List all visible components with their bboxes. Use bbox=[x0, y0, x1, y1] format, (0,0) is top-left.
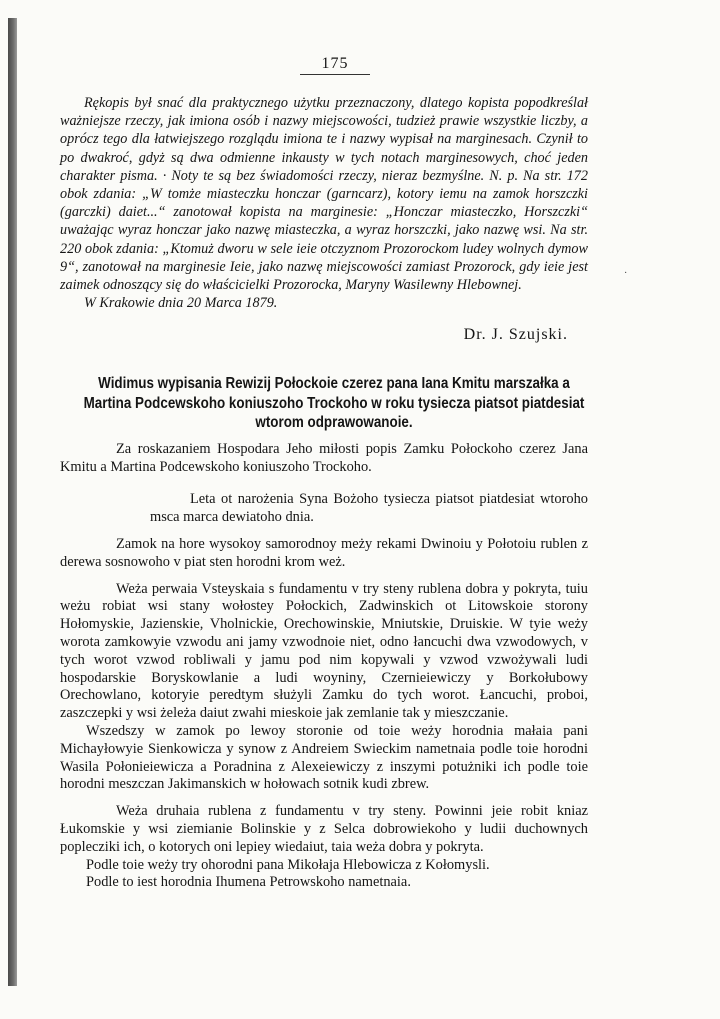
intro-paragraph: Za roskazaniem Hospodara Jeho miłosti popis Zamku Połockoho czerez Jana Kmitu a Martina Podcewskoho koniuszoho Trockoho. bbox=[60, 441, 588, 475]
paragraph-wszedszy: Wszedszy w zamok po lewoy storonie od toie weży horodnia małaia pani Michayłowyie Sienkowicza y synow z Andreiem Swieckim nametnaia podle toie horodni Wasila Połonieiewicza a Poradnina z Alexeiewiczy z inszymi potużniki ich podle toie horodni meszczan Jakimanskich w hołowach sotnik kudi zbrew. bbox=[60, 722, 588, 793]
margin-speck: · bbox=[624, 268, 628, 279]
signature: Dr. J. Szujski. bbox=[463, 326, 568, 343]
page-number: 175 bbox=[300, 54, 370, 75]
date-paragraph: Leta ot narożenia Syna Bożoho tysiecza piatsot piatdesiat wtoroho msca marca dewiatoho dnia. bbox=[150, 491, 588, 525]
date-block bbox=[150, 491, 588, 527]
paragraph-podle-2: Podle to iest horodnia Ihumena Petrowskoho nametnaia. bbox=[86, 874, 411, 891]
main-text bbox=[60, 536, 588, 892]
intro-block bbox=[60, 441, 588, 477]
paragraph-weza-perwaia: Weża perwaia Vsteyskaia s fundamentu v try steny rublena dobra y pokryta, tuiu weżu robiat wsi stany wołostey Połockich, Zadwinskich ot Litowskoie storony Hołomyskie, Jazienskie, Vholnickie, Orechowinskie, Mniutskie, Druiskie. W tyie weży worota zamkowyie vzwodu ani jamy vzwodnoie niet, odno łancuchi dwa vzwodowych, v tych worot vzwod robliwali y jamu pod nim kopywali y vzwod vzwożywali ludi hospodarskie Boryskowlanie a ludi woyniny, Czernieiewiczy y Borkołubowy Orechowlano, kotoryie peredtym służyli Zamku do tych worot. Łancuchi, proboi, zaszczepki y wsi żeleża daiut zwahi mieskoie jak zemlanie tak y mieszczanie. bbox=[60, 580, 588, 722]
note-paragraph: Rękopis był snać dla praktycznego użytku przeznaczony, dlatego kopista popodkreślał ważniejsze rzeczy, jak imiona osób i nazwy miejscowości, tudzież prawie wszystkie liczby, a oprócz tego dla łatwiejszego rozglądu imiona te i nazwy wypisał na marginesach. Czynił to po dwakroć, gdyż są dwa odmienne inkausty w tych notach marginesowych, choć jeden charakter pisma. · Noty te są bez świadomości rzeczy, nieraz bezmyślne. N. p. Na str. 172 obok zdania: „W tomże miasteczku honczar (garncarz), kotory iemu na zamok horszczki (garczki) daiet...“ zanotował kopista na marginesie: „Honczar miasteczko, Horszczki“ uważając wyraz honczar jako nazwę miasteczka, a wyraz horszczki, jako nazwę wsi. Na str. 220 obok zdania: „Ktomuż dworu w sele ieie otczyznom Prozorockom ludey wolnych dymow 9“, zanotował na marginesie Ieie, jako nazwę miejscowości zamiast Prozorock, gdy ieie jest zaimek odnoszący się do właścicielki Prozorocka, Maryny Wasilewny Hlebownej. bbox=[60, 95, 588, 294]
editor-note bbox=[60, 94, 588, 312]
paragraph-podle-1: Podle toie weży try ohorodni pana Mikołaja Hlebowicza z Kołomysli. bbox=[86, 856, 490, 873]
paragraph-weza-druhaia: Weża druhaia rublena z fundamentu v try steny. Powinni jeie robit kniaz Łukomskie y wsi ziemianie Bolinskie y z Selca dobrowiekoho y ludii duchownych poplecziki ich, o kotorych oni lepiey wiedaiut, taia weża dobra y pokryta. bbox=[60, 803, 588, 855]
document-title: Widimus wypisania Rewizij Połockoie czerez pana Iana Kmitu marszałka a Martina Podcewskoho koniuszoho Trockoho w roku tysiecza piatsot piatdesiat wtorom odprawowanoie. bbox=[83, 375, 585, 431]
note-place-date: W Krakowie dnia 20 Marca 1879. bbox=[84, 295, 278, 312]
paragraph-zamok: Zamok na hore wysokoy samorodnoy meży rekami Dwinoiu y Połotoiu rublen z derewa sosnowoho v piat sten horodni krom weż. bbox=[60, 536, 588, 570]
